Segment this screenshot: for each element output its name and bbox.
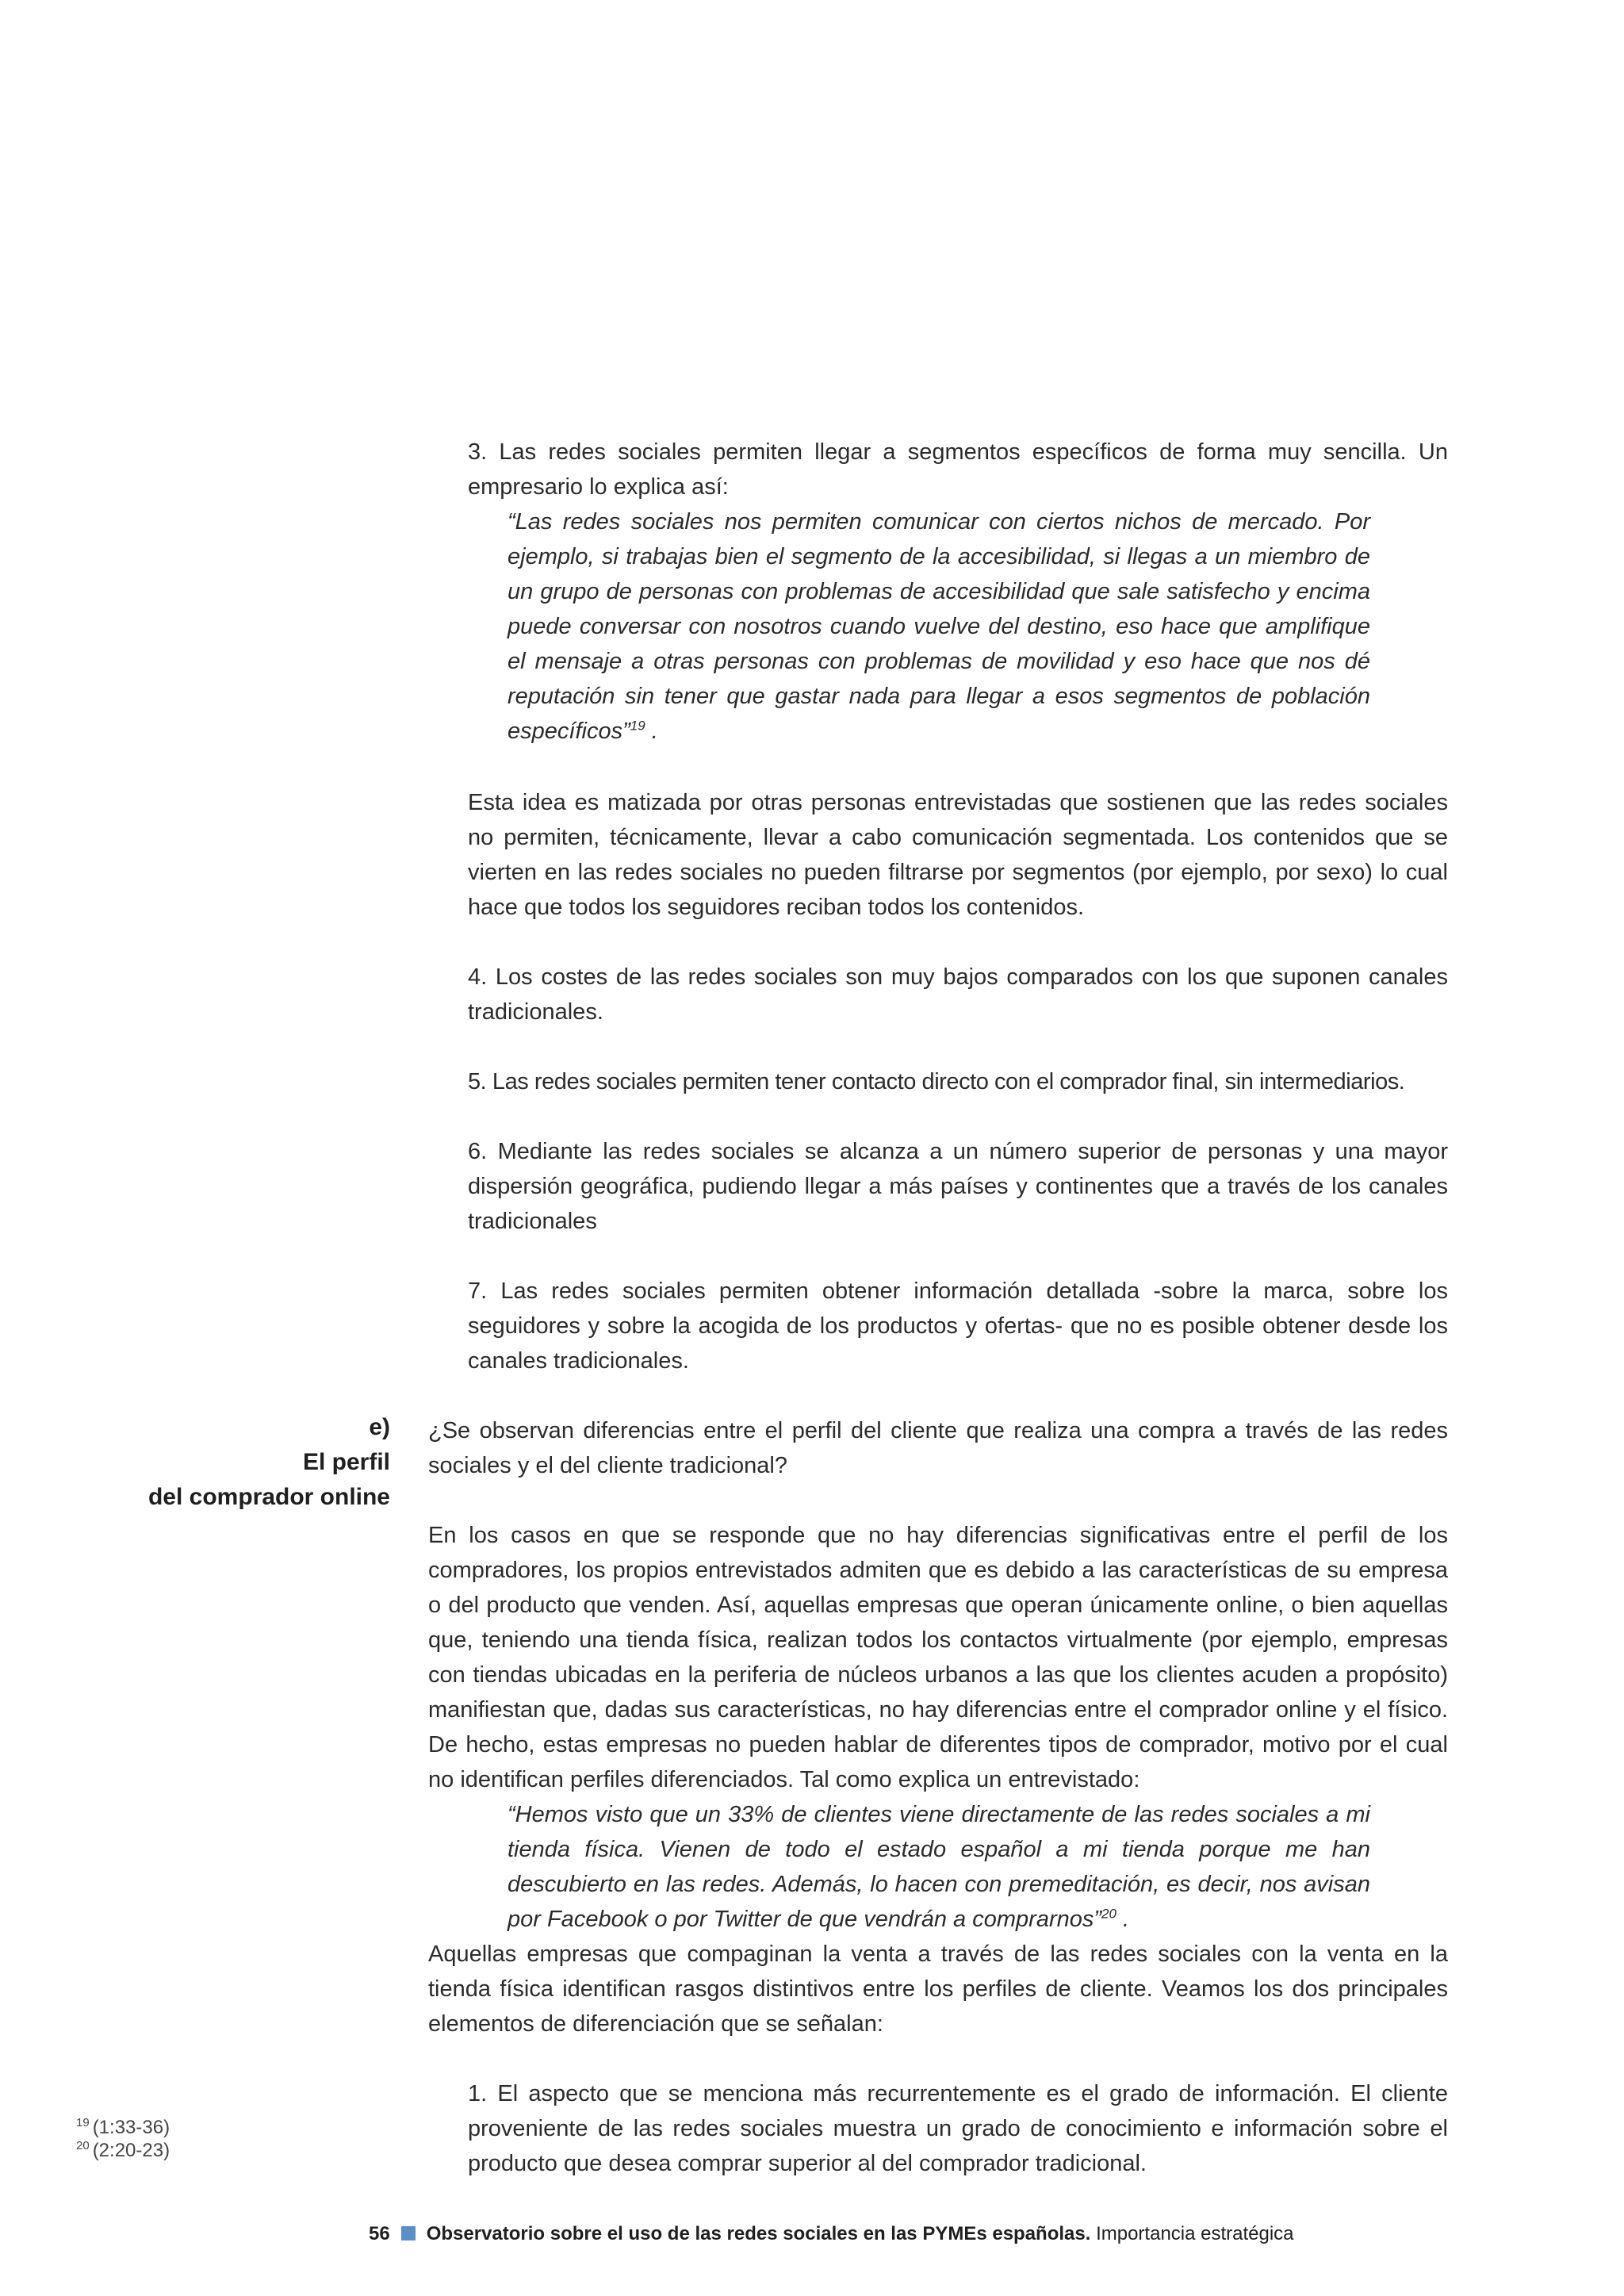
footnote-20: $^{20}$ (2:20-23)	[76, 2139, 170, 2161]
footnote-ref: 19	[630, 718, 645, 734]
footnote-19: $^{19}$ (1:33-36)	[76, 2116, 170, 2138]
accent-square-icon	[401, 2226, 416, 2240]
list-item-3	[468, 435, 1448, 504]
footnotes	[76, 2116, 170, 2162]
paragraph: En los casos en que se responde que no hay diferencias significativas entre el perfil de los compradores, los propios entrevistados admiten que es debido a las características de su empresa o del producto que venden. Así, aquellas empresas que operan únicamente online, o bien aquellas que, teniendo una tienda física, realizan todos los contactos virtualmente (por ejemplo, empresas con tiendas ubicadas en la periferia de núcleos urbanos a las que los clientes acuden a propósito) manifiestan que, dadas sus características, no hay diferencias entre el comprador online y el físico. De hecho, estas empresas no pueden hablar de diferentes tipos de comprador, motivo por el cual no identifican perfiles diferenciados. Tal como explica un entrevistado:	[428, 1523, 1448, 1792]
quote-end: .	[645, 719, 658, 744]
page-footer	[369, 2222, 1294, 2246]
list-item-1: 1. El aspecto que se menciona más recurrentemente es el grado de información. El cliente proveniente de las redes sociales muestra un grado de conocimiento e información sobre el producto que desea comprar superior al del comprador tradicional.	[468, 2081, 1448, 2176]
quote-text: “Hemos visto que un 33% de clientes viene directamente de las redes sociales a mi tienda física. Vienen de todo el estado español a mi tienda porque me han descubierto en las redes. Además, lo hacen con premeditación, es decir, nos avisan por Facebook o por Twitter de que vendrán a comprarnos”	[508, 1802, 1370, 1932]
quote-text: “Las redes sociales nos permiten comunicar con ciertos nichos de mercado. Por ejemplo, si trabajas bien el segmento de la accesibilidad, si llegas a un miembro de un grupo de personas con problemas de accesibilidad que sale satisfecho y encima puede conversar con nosotros cuando vuelve del destino, eso hace que amplifique el mensaje a otras personas con problemas de movilidad y eso hace que nos dé reputación sin tener que gastar nada para llegar a esos segmentos de población específicos”	[508, 509, 1370, 744]
quote-block-20	[508, 1797, 1370, 1937]
section-heading-e	[79, 1410, 390, 1515]
footer-title: Observatorio sobre el uso de las redes sociales en las PYMEs españolas.	[426, 2223, 1091, 2244]
heading-line-1: El perfil	[302, 1449, 390, 1475]
quote-block-19	[508, 504, 1370, 749]
page-number: 56	[369, 2223, 390, 2244]
section-question: ¿Se observan diferencias entre el perfil del cliente que realiza una compra a través de las redes sociales y el del cliente tradicional?	[428, 1418, 1448, 1478]
paragraph: Aquellas empresas que compaginan la venta a través de las redes sociales con la venta en la tienda física identifican rasgos distintivos entre los perfiles de cliente. Veamos los dos principales elementos de diferenciación que se señalan:	[428, 1941, 1448, 2037]
list-item-7: 7. Las redes sociales permiten obtener información detallada -sobre la marca, sobre los seguidores y sobre la acogida de los productos y ofertas- que no es posible obtener desde los canales tradicionales.	[468, 1278, 1448, 1374]
footer-subtitle: Importancia estratégica	[1090, 2223, 1294, 2244]
list-item-4: 4. Los costes de las redes sociales son muy bajos comparados con los que suponen canales tradicionales.	[468, 964, 1448, 1025]
heading-line-2: del comprador online	[147, 1484, 390, 1510]
footnote-ref: 20	[1101, 1906, 1116, 1922]
heading-letter: e)	[369, 1414, 390, 1440]
quote-end: .	[1116, 1907, 1130, 1932]
list-item-5: 5. Las redes sociales permiten tener contacto directo con el comprador final, sin intermediarios.	[468, 1069, 1405, 1094]
list-item-6: 6. Mediante las redes sociales se alcanza a un número superior de personas y una mayor dispersión geográfica, pudiendo llegar a más países y continentes que a través de los canales tradicionales	[468, 1139, 1448, 1234]
item-3-intro: 3. Las redes sociales permiten llegar a segmentos específicos de forma muy sencilla. Un empresario lo explica así:	[468, 439, 1448, 500]
paragraph: Esta idea es matizada por otras personas entrevistadas que sostienen que las redes sociales no permiten, técnicamente, llevar a cabo comunicación segmentada. Los contenidos que se vierten en las redes sociales no pueden filtrarse por segmentos (por ejemplo, por sexo) lo cual hace que todos los seguidores reciban todos los contenidos.	[468, 790, 1448, 920]
